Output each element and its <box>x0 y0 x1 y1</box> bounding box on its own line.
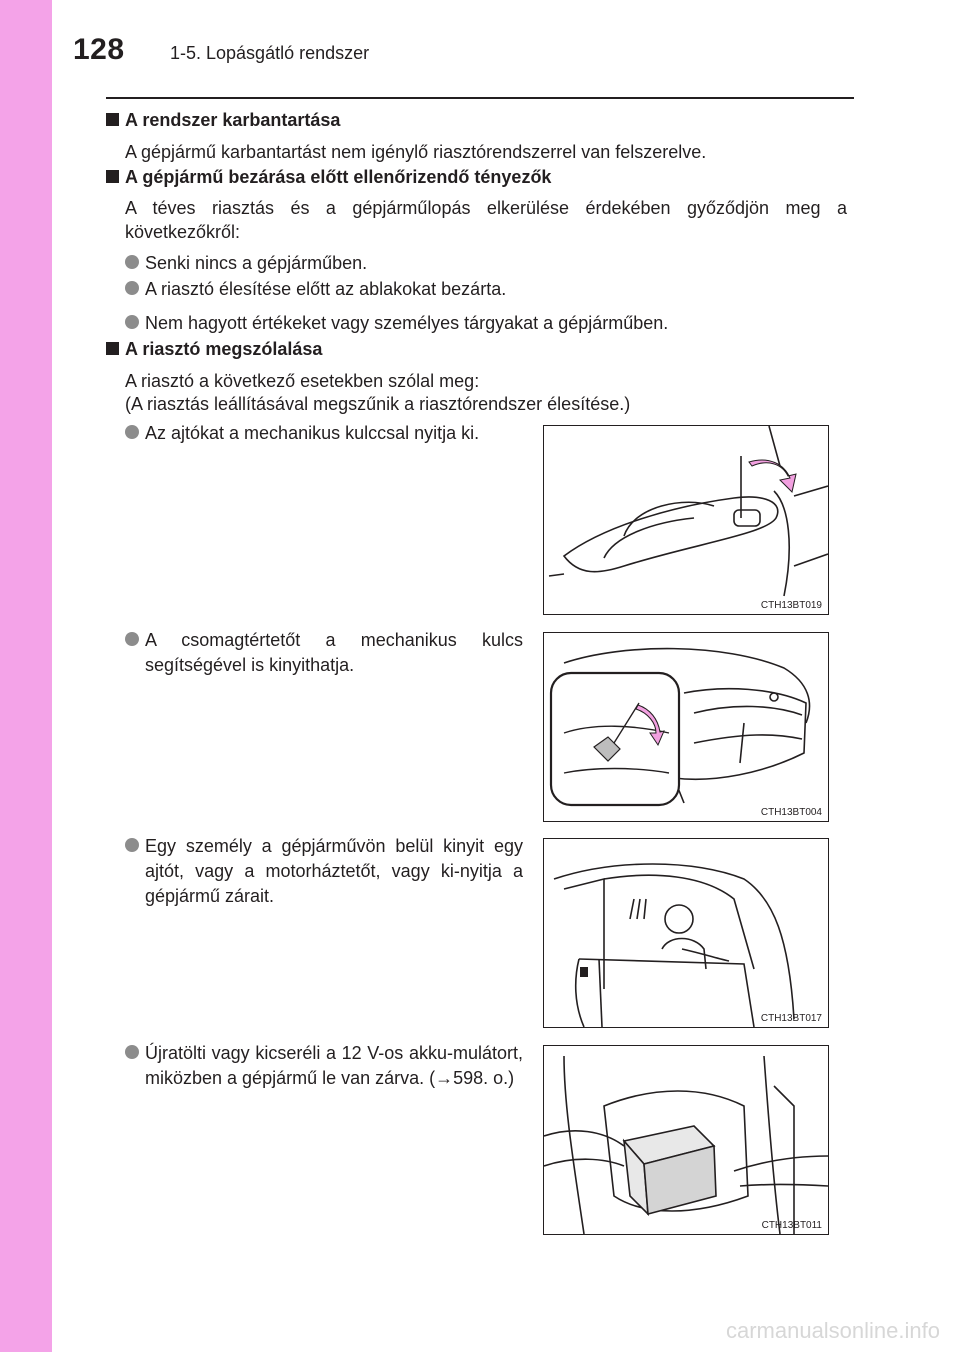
battery-replacement-illustration <box>544 1046 828 1234</box>
list-item: A riasztó élesítése előtt az ablakokat bezárta. <box>125 277 855 302</box>
maintenance-body: A gépjármű karbantartást nem igénylő riasztórendszerrel van felszerelve. <box>125 142 707 162</box>
square-bullet-icon <box>106 342 119 355</box>
round-bullet-icon <box>125 838 139 852</box>
figure-battery <box>543 1045 829 1235</box>
round-bullet-icon <box>125 315 139 329</box>
heading-maintenance: A rendszer karbantartása <box>106 110 340 131</box>
side-color-strip <box>0 0 52 1352</box>
list-item: Az ajtókat a mechanikus kulccsal nyitja ki. <box>125 421 523 446</box>
round-bullet-icon <box>125 1045 139 1059</box>
header-rule <box>106 97 854 99</box>
round-bullet-icon <box>125 281 139 295</box>
figure-trunk-key <box>543 632 829 822</box>
heading-alarm: A riasztó megszólalása <box>106 339 322 360</box>
figure-code: CTH13BT019 <box>760 600 822 611</box>
section-title: 1-5. Lopásgátló rendszer <box>170 43 370 63</box>
square-bullet-icon <box>106 113 119 126</box>
before-locking-body: A téves riasztás és a gépjárműlopás elkerülése érdekében győződjön meg a következőkről: <box>125 198 847 242</box>
trunk-key-illustration <box>544 633 828 821</box>
round-bullet-icon <box>125 425 139 439</box>
page-number: 128 <box>73 33 125 66</box>
list-item: Senki nincs a gépjárműben. <box>125 251 855 276</box>
figure-door-key <box>543 425 829 615</box>
figure-code: CTH13BT011 <box>761 1220 822 1231</box>
list-item: Újratölti vagy kicseréli a 12 V-os akku-mulátort, miközben a gépjármű le van zárva. (→598. o.) <box>125 1041 523 1091</box>
figure-code: CTH13BT004 <box>760 807 822 818</box>
watermark: carmanualsonline.info <box>725 1318 940 1343</box>
person-in-car-illustration <box>544 839 828 1027</box>
round-bullet-icon <box>125 255 139 269</box>
square-bullet-icon <box>106 170 119 183</box>
list-item: A csomagtértetőt a mechanikus kulcs segítségével is kinyithatja. <box>125 628 523 678</box>
heading-before-locking: A gépjármű bezárása előtt ellenőrizendő tényezők <box>106 167 551 188</box>
figure-code: CTH13BT017 <box>760 1013 822 1024</box>
alarm-body-line1: A riasztó a következő esetekben szólal meg: <box>125 371 480 391</box>
door-handle-key-illustration <box>544 426 828 614</box>
round-bullet-icon <box>125 632 139 646</box>
alarm-body-line2: (A riasztás leállításával megszűnik a riasztórendszer élesítése.) <box>125 394 631 414</box>
list-item: Egy személy a gépjárművön belül kinyit egy ajtót, vagy a motorháztetőt, vagy ki-nyitja a gépjármű zárait. <box>125 834 523 909</box>
figure-person-in-car <box>543 838 829 1028</box>
list-item: Nem hagyott értékeket vagy személyes tárgyakat a gépjárműben. <box>125 311 855 336</box>
